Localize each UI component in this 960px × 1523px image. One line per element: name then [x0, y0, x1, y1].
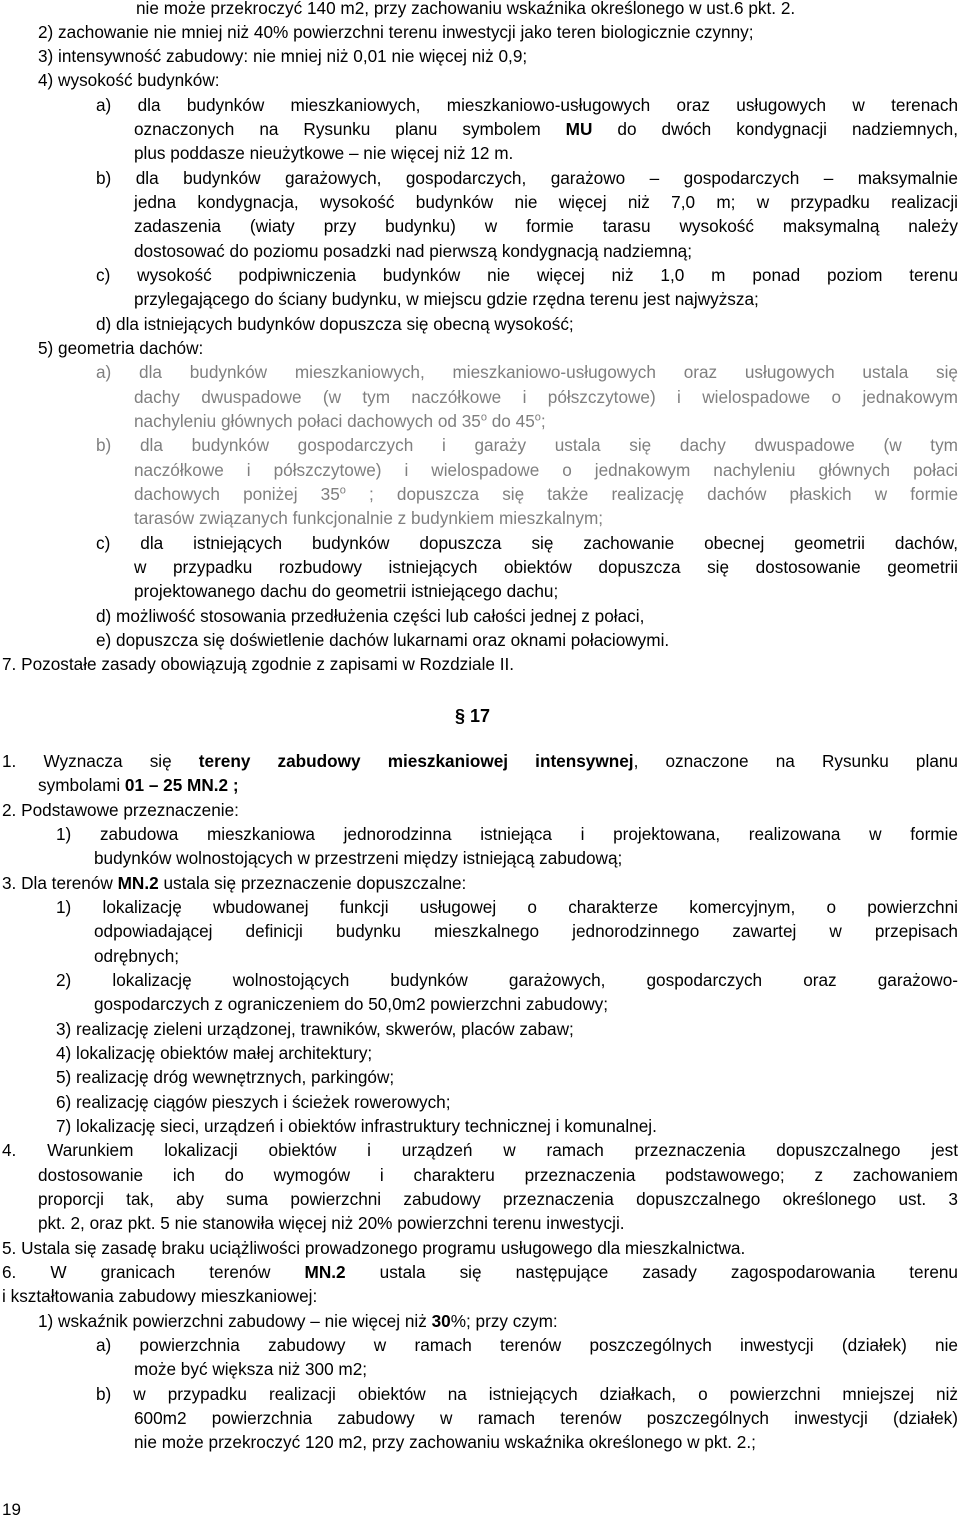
text-line: dachowych poniżej 35$^o$ ; dopuszcza się także realizację dachów płaskich w formie	[134, 484, 959, 504]
text-line: d) dla istniejących budynków dopuszcza się obecną wysokość;	[96, 314, 574, 334]
text-line: 2) lokalizację wolnostojących budynków garażowych, gospodarczych oraz garażowo-	[56, 970, 958, 990]
text-line: nachyleniu głównych połaci dachowych od 35$^o$ do 45$^o$;	[134, 411, 546, 431]
text-line: oznaczonych na Rysunku planu symbolem MU do dwóch kondygnacji nadziemnych,	[134, 119, 959, 139]
text-line: a) dla budynków mieszkaniowych, mieszkaniowo-usługowych oraz usługowych w terenach	[96, 95, 958, 115]
text-line: 6. W granicach terenów MN.2 ustala się następujące zasady zagospodarowania terenu	[2, 1262, 958, 1282]
bold-term: MN.2	[117, 873, 159, 893]
text-line: 1) zabudowa mieszkaniowa jednorodzinna istniejąca i projektowana, realizowana w formie	[56, 824, 958, 844]
text-line: symbolami 01 – 25 MN.2 ;	[38, 775, 239, 795]
text-line: 4. Warunkiem lokalizacji obiektów i urządzeń w ramach przeznaczenia dopuszczalnego jest	[2, 1140, 958, 1160]
bold-term: tereny zabudowy mieszkaniowej intensywnej	[198, 751, 634, 771]
text-line: 1) lokalizację wbudowanej funkcji usługowej o charakterze komercyjnym, o powierzchni	[56, 897, 958, 917]
text-line: 3) realizację zieleni urządzonej, trawników, skwerów, placów zabaw;	[56, 1019, 574, 1039]
text-line: 4) lokalizację obiektów małej architektury;	[56, 1043, 373, 1063]
text-line: dachy dwuspadowe (w tym naczółkowe i półszczytowe) i wielospadowe o jednakowym	[134, 387, 958, 407]
text-line: nie może przekroczyć 140 m2, przy zachowaniu wskaźnika określonego w ust.6 pkt. 2.	[136, 0, 796, 18]
text-line: przylegającego do ściany budynku, w miejscu gdzie rzędna terenu jest najwyższa;	[134, 289, 759, 309]
text-line: tarasów związanych funkcjonalnie z budynkiem mieszkalnym;	[134, 508, 604, 528]
text-line: b) w przypadku realizacji obiektów na istniejących działkach, o powierzchni mniejszej niż	[96, 1384, 958, 1404]
text-line: odrębnych;	[94, 946, 180, 966]
text-line: 5) realizację dróg wewnętrznych, parkingów;	[56, 1067, 395, 1087]
text-line: c) dla istniejących budynków dopuszcza się zachowanie obecnej geometrii dachów,	[96, 533, 958, 553]
text-line: zadaszenia (wiaty przy budynku) w formie tarasu wysokość maksymalną należy	[134, 216, 958, 236]
text-line: 6) realizację ciągów pieszych i ścieżek rowerowych;	[56, 1092, 451, 1112]
bold-term: 30	[431, 1311, 451, 1331]
text-line: 1) wskaźnik powierzchni zabudowy – nie więcej niż 30%; przy czym:	[38, 1311, 558, 1331]
text-line: 5. Ustala się zasadę braku uciążliwości prowadzonego programu usługowego dla mieszkalnictwa.	[2, 1238, 746, 1258]
text-line: może być większa niż 300 m2;	[134, 1359, 368, 1379]
text-line: 1. Wyznacza się tereny zabudowy mieszkaniowej intensywnej, oznaczone na Rysunku planu	[2, 751, 958, 771]
text-line: budynków wolnostojących w przestrzeni między istniejącą zabudową;	[94, 848, 623, 868]
text-line: i kształtowania zabudowy mieszkaniowej:	[2, 1286, 318, 1306]
text-line: naczółkowe i półszczytowe) i wielospadowe o jednakowym nachyleniu głównych połaci	[134, 460, 958, 480]
text-line: dostosowanie ich do wymogów i charakteru przeznaczenia podstawowego; z zachowaniem	[38, 1165, 958, 1185]
text-line: 2) zachowanie nie mniej niż 40% powierzchni terenu inwestycji jako teren biologicznie czynny;	[38, 22, 754, 42]
section-heading: § 17	[455, 706, 491, 726]
text-line: dostosować do poziomu posadzki nad pierwszą kondygnacją nadziemną;	[134, 241, 692, 261]
bold-term: MU	[565, 119, 593, 139]
text-line: 3. Dla terenów MN.2 ustala się przeznaczenie dopuszczalne:	[2, 873, 467, 893]
text-line: pkt. 2, oraz pkt. 5 nie stanowiła więcej niż 20% powierzchni terenu inwestycji.	[38, 1213, 625, 1233]
text-line: b) dla budynków garażowych, gospodarczych, garażowo – gospodarczych – maksymalnie	[96, 168, 958, 188]
text-line: proporcji tak, aby suma powierzchni zabudowy przeznaczenia dopuszczalnego określonego ust. 3	[38, 1189, 958, 1209]
text-line: 2. Podstawowe przeznaczenie:	[2, 800, 239, 820]
text-line: gospodarczych z ograniczeniem do 50,0m2 powierzchni zabudowy;	[94, 994, 608, 1014]
text-line: 5) geometria dachów:	[38, 338, 204, 358]
text-line: e) dopuszcza się doświetlenie dachów lukarnami oraz oknami połaciowymi.	[96, 630, 670, 650]
text-line: a) powierzchnia zabudowy w ramach terenów poszczególnych inwestycji (działek) nie	[96, 1335, 958, 1355]
text-line: w przypadku rozbudowy istniejących obiektów dopuszcza się dostosowanie geometrii	[134, 557, 958, 577]
text-line: projektowanego dachu do geometrii istniejącego dachu;	[134, 581, 559, 601]
text-line: 600m2 powierzchnia zabudowy w ramach terenów poszczególnych inwestycji (działek)	[134, 1408, 958, 1428]
text-line: b) dla budynków gospodarczych i garaży ustala się dachy dwuspadowe (w tym	[96, 435, 958, 455]
text-line: 4) wysokość budynków:	[38, 70, 220, 90]
text-line: c) wysokość podpiwniczenia budynków nie więcej niż 1,0 m ponad poziom terenu	[96, 265, 958, 285]
text-line: odpowiadającej definicji budynku mieszkalnego jednorodzinnego zawartej w przepisach	[94, 921, 958, 941]
text-line: 7. Pozostałe zasady obowiązują zgodnie z zapisami w Rozdziale II.	[2, 654, 515, 674]
text-line: 3) intensywność zabudowy: nie mniej niż 0,01 nie więcej niż 0,9;	[38, 46, 528, 66]
text-line: nie może przekroczyć 120 m2, przy zachowaniu wskaźnika określonego w pkt. 2.;	[134, 1432, 756, 1452]
page-number: 19	[2, 1500, 21, 1519]
text-line: 7) lokalizację sieci, urządzeń i obiektów infrastruktury technicznej i komunalnej.	[56, 1116, 657, 1136]
text-line: d) możliwość stosowania przedłużenia części lub całości jednej z połaci,	[96, 606, 645, 626]
text-line: a) dla budynków mieszkaniowych, mieszkaniowo-usługowych oraz usługowych ustala się	[96, 362, 958, 382]
text-line: plus poddasze nieużytkowe – nie więcej niż 12 m.	[134, 143, 514, 163]
text-line: jedna kondygnacja, wysokość budynków nie więcej niż 7,0 m; w przypadku realizacji	[134, 192, 958, 212]
bold-term: MN.2	[304, 1262, 346, 1282]
bold-term: 01 – 25 MN.2 ;	[124, 775, 239, 795]
